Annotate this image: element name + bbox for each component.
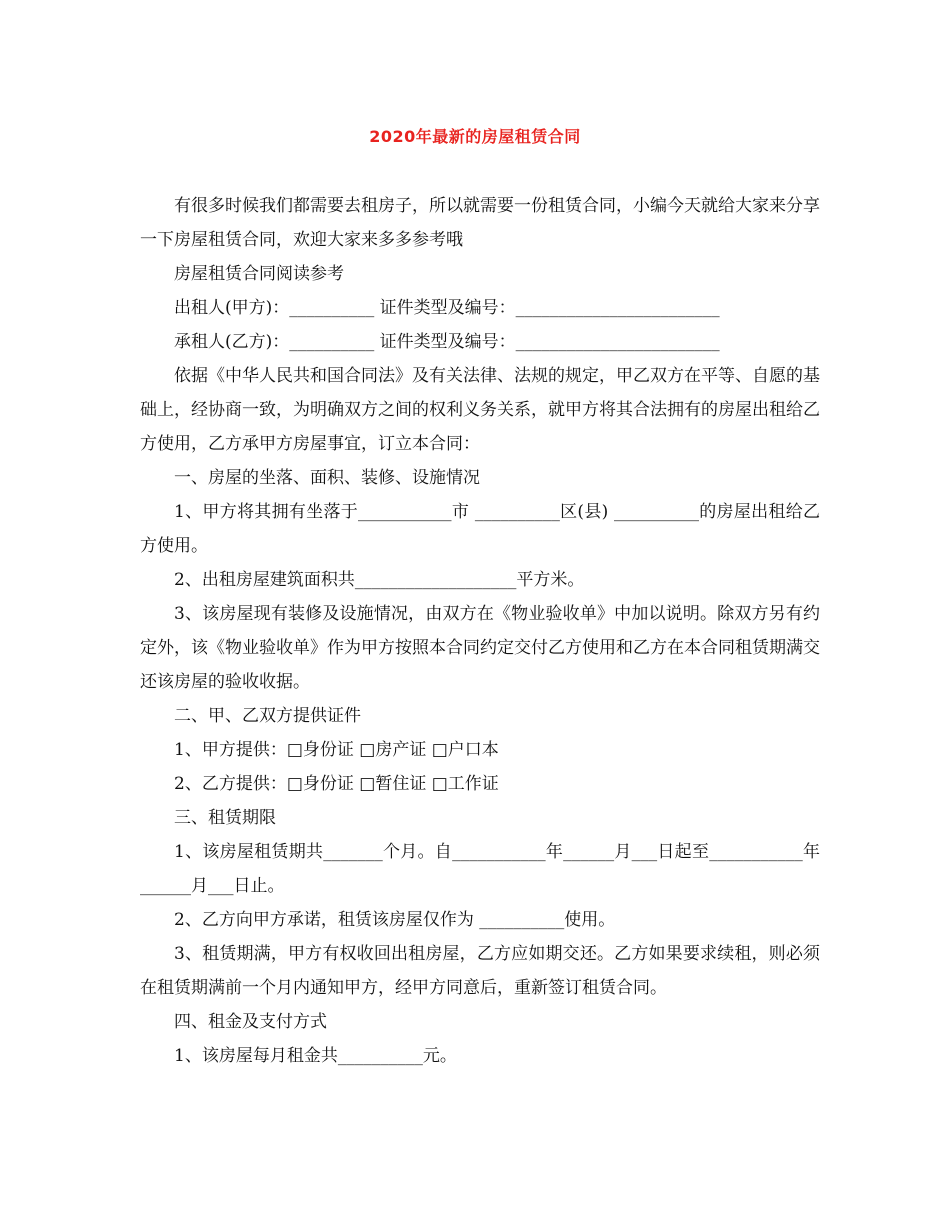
document-body	[140, 189, 820, 1073]
section-heading-4: 四、租金及支付方式	[174, 1012, 327, 1032]
clause-2-2: 2、乙方提供：□身份证 □暂住证 □工作证	[174, 774, 499, 794]
lessor-line: 出租人(甲方)：__________ 证件类型及编号：________________________	[174, 298, 720, 318]
lessee-line: 承租人(乙方)：__________ 证件类型及编号：________________________	[174, 332, 720, 352]
clause-2-1: 1、甲方提供：□身份证 □房产证 □户口本	[174, 740, 499, 760]
subheading-reference: 房屋租赁合同阅读参考	[174, 264, 344, 284]
clause-1-1: 1、甲方将其拥有坐落于___________市 __________区(县) __________的房屋出租给乙方使用。	[140, 502, 820, 556]
clause-3-2: 2、乙方向甲方承诺，租赁该房屋仅作为 __________使用。	[174, 910, 616, 930]
preamble-paragraph: 依据《中华人民共和国合同法》及有关法律、法规的规定，甲乙双方在平等、自愿的基础上，经协商一致，为明确双方之间的权利义务关系，就甲方将其合法拥有的房屋出租给乙方使用，乙方承甲方房屋事宜，订立本合同：	[140, 366, 820, 454]
section-heading-3: 三、租赁期限	[174, 808, 276, 828]
section-heading-2: 二、甲、乙双方提供证件	[174, 706, 361, 726]
clause-3-1: 1、该房屋租赁期共_______个月。自___________年______月___日起至___________年______月___日止。	[140, 842, 820, 896]
clause-1-3: 3、该房屋现有装修及设施情况，由双方在《物业验收单》中加以说明。除双方另有约定外，该《物业验收单》作为甲方按照本合同约定交付乙方使用和乙方在本合同租赁期满交还该房屋的验收收据。	[140, 604, 820, 692]
document-title: 2020年最新的房屋租赁合同	[369, 127, 581, 146]
clause-4-1: 1、该房屋每月租金共__________元。	[174, 1046, 457, 1066]
clause-1-2: 2、出租房屋建筑面积共___________________平方米。	[174, 570, 585, 590]
section-heading-1: 一、房屋的坐落、面积、装修、设施情况	[174, 468, 480, 488]
clause-3-3: 3、租赁期满，甲方有权收回出租房屋，乙方应如期交还。乙方如果要求续租，则必须在租赁期满前一个月内通知甲方，经甲方同意后，重新签订租赁合同。	[140, 944, 820, 998]
intro-paragraph: 有很多时候我们都需要去租房子，所以就需要一份租赁合同，小编今天就给大家来分享一下房屋租赁合同，欢迎大家来多多参考哦	[140, 196, 820, 250]
